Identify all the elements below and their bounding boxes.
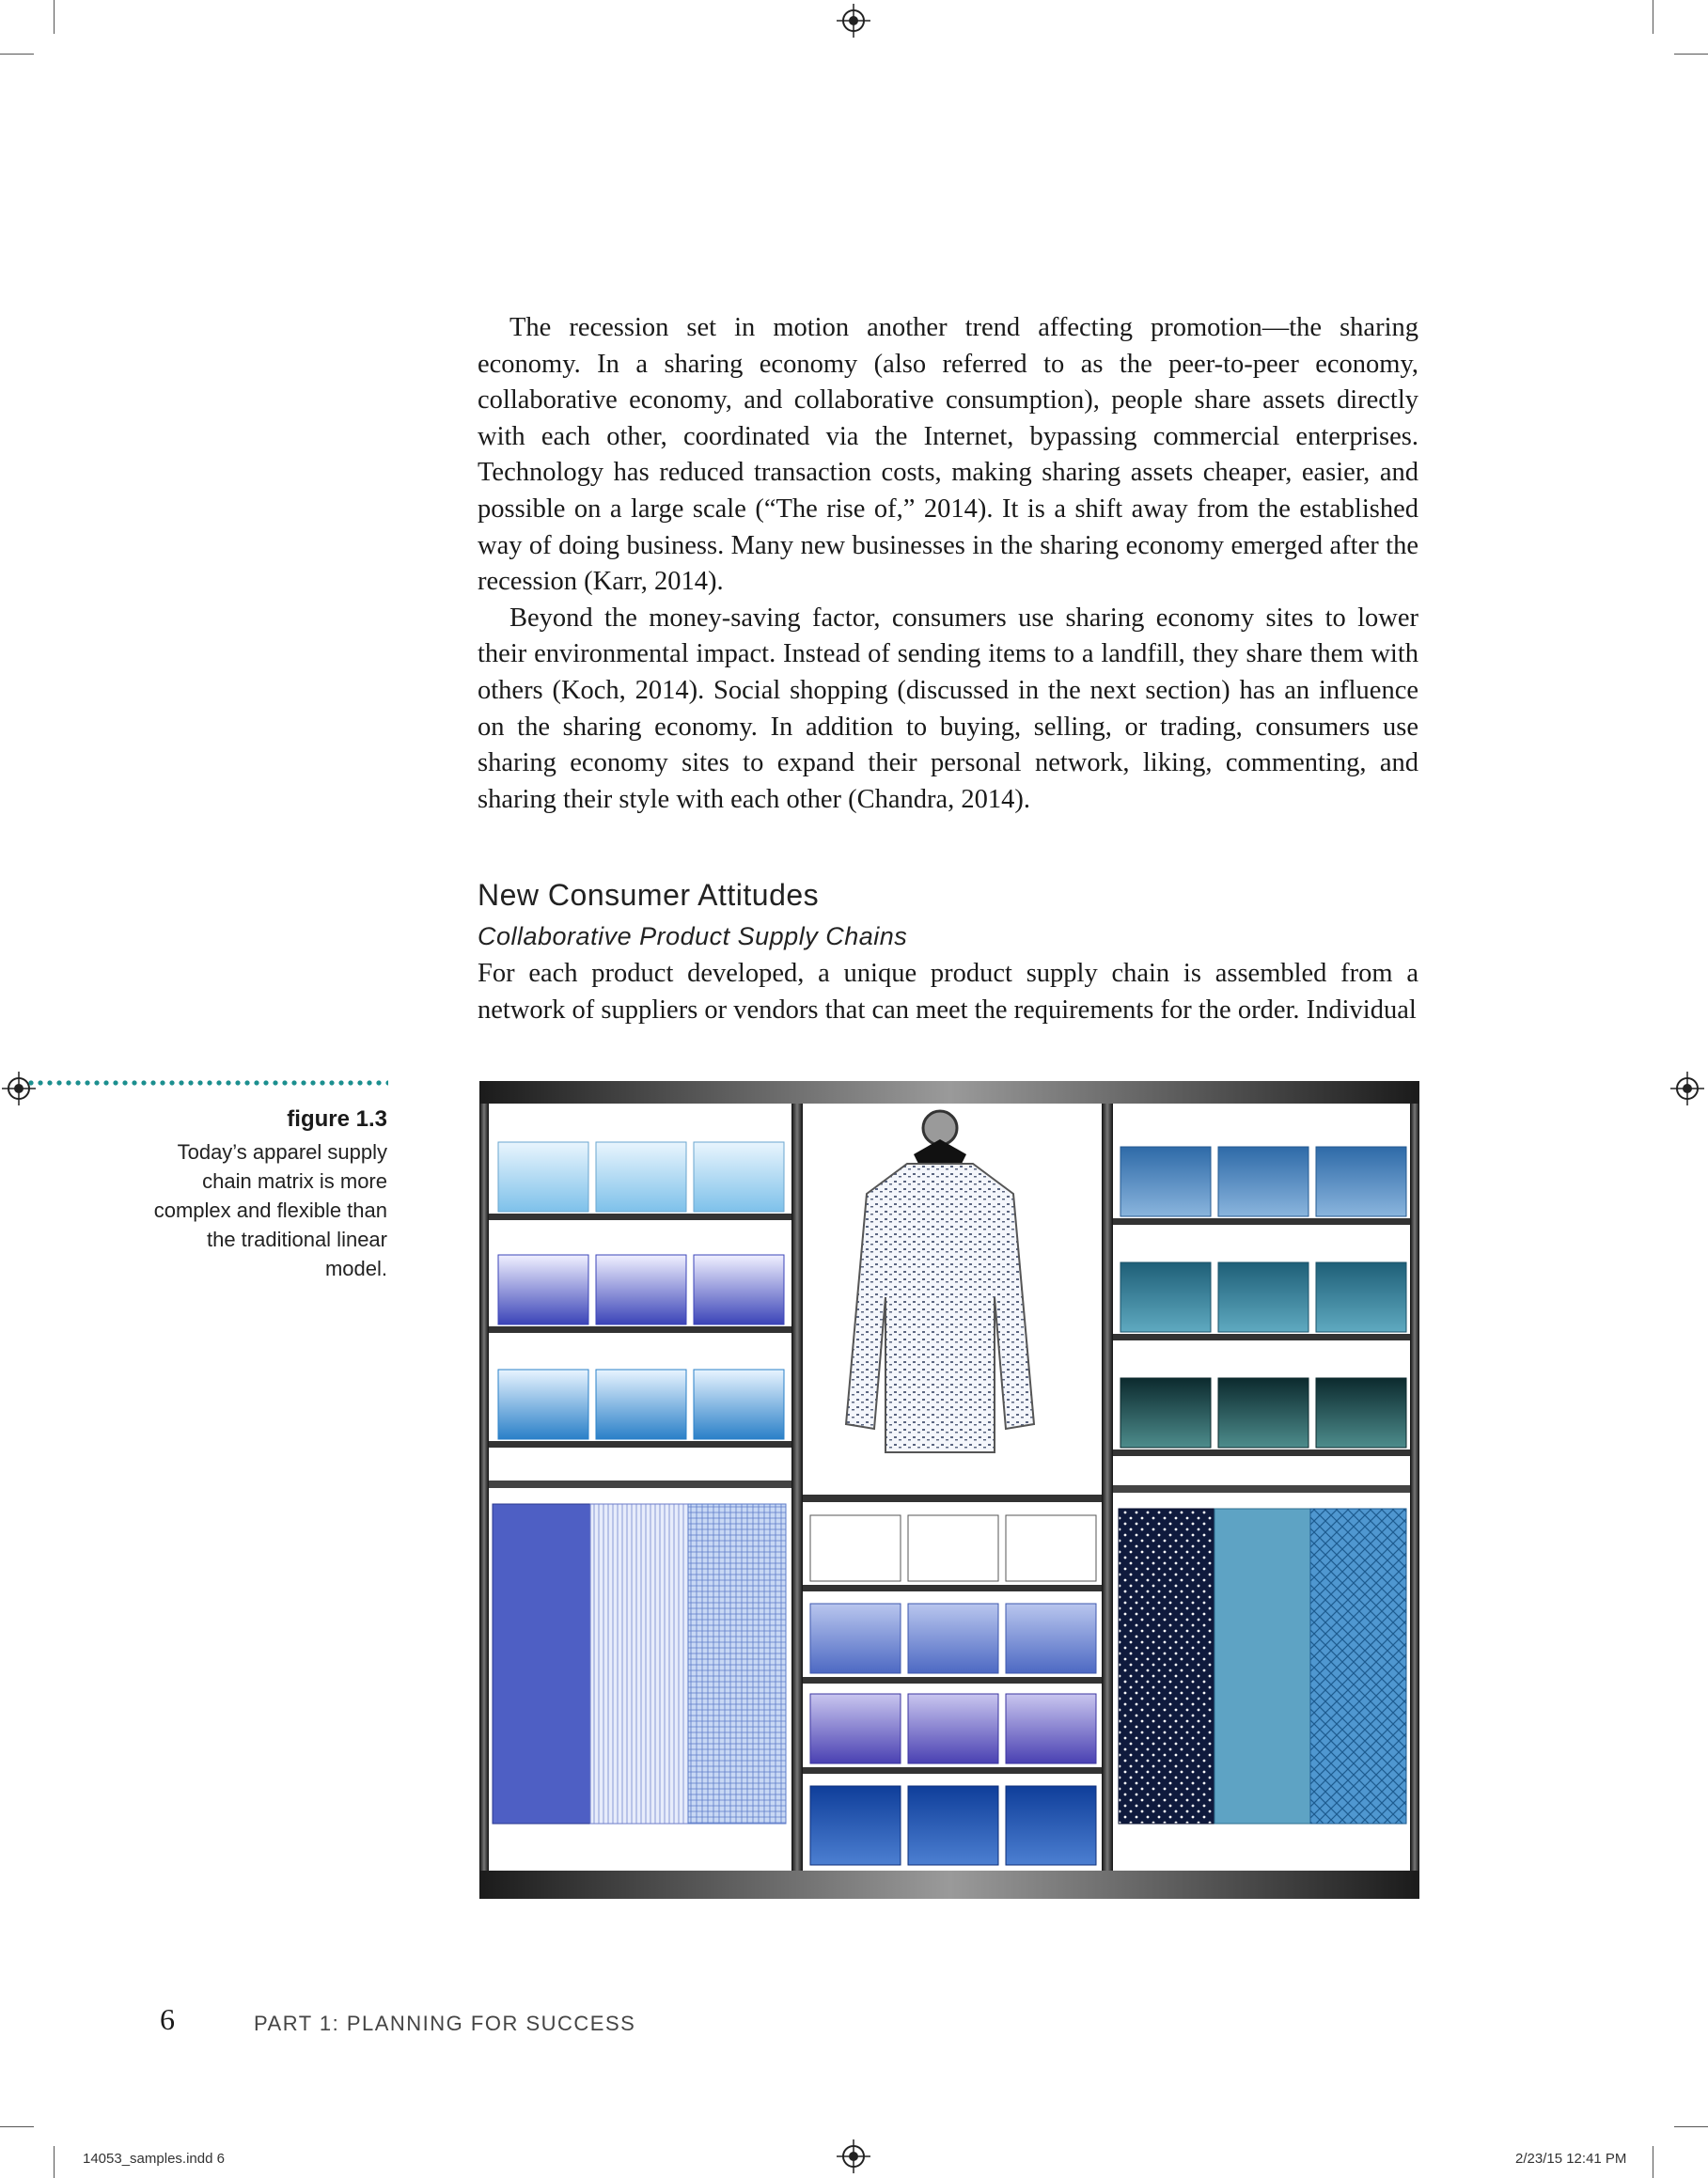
crop-mark (0, 54, 34, 55)
slug-date: 2/23/15 12:41 PM (1515, 2151, 1627, 2167)
page-number: 6 (160, 2002, 175, 2036)
body-text-bottom (478, 956, 1418, 1028)
registration-mark-icon (2, 1072, 36, 1105)
paragraph: Beyond the money-saving factor, consumers use sharing economy sites to lower their environmental impact. Instead of sending items to a landfill, they share them with others (Koch, 2014). Social shopping (discussed in the next section) has an influence on the sharing economy. In addition to buying, selling, or trading, consumers use sharing economy sites to expand their personal network, liking, commenting, and sharing their style with each other (Chandra, 2014). (478, 603, 1418, 814)
paragraph: The recession set in motion another trend affecting promotion—the sharing economy. In a sharing economy (also referred to as the peer-to-peer economy, collaborative economy, and collaborative consumption), people share assets directly with each other, coordinated via the Internet, bypassing commercial enterprises. Technology has reduced transaction costs, making sharing assets cheaper, easier, and possible on a large scale (“The rise of,” 2014). It is a shift away from the established way of doing business. Many new businesses in the sharing economy emerged after the recession (Karr, 2014). (478, 313, 1418, 597)
subheading: Collaborative Product Supply Chains (478, 922, 908, 950)
registration-mark-icon (837, 2139, 870, 2173)
paragraph: For each product developed, a unique product supply chain is assembled from a network of suppliers or vendors that can meet the requirements for the order. Individual (478, 959, 1418, 1025)
section-heading: New Consumer Attitudes (478, 878, 820, 912)
figure-illustration (479, 1081, 1419, 1899)
slug-file: 14053_samples.indd 6 (83, 2151, 225, 2167)
crop-mark (1674, 54, 1708, 55)
figure-label: figure 1.3 (287, 1106, 387, 1132)
crop-mark (0, 2126, 34, 2127)
caption-divider (26, 1079, 388, 1087)
registration-mark-icon (1670, 1072, 1704, 1105)
figure-caption: Today’s apparel supply chain matrix is more complex and flexible than the traditional linear model. (153, 1140, 387, 1280)
body-text-top (478, 310, 1418, 818)
running-footer: PART 1: PLANNING FOR SUCCESS (254, 2012, 636, 2035)
crop-mark (1674, 2126, 1708, 2127)
crop-mark (54, 2146, 55, 2178)
crop-mark (54, 0, 55, 34)
registration-mark-icon (837, 4, 870, 38)
